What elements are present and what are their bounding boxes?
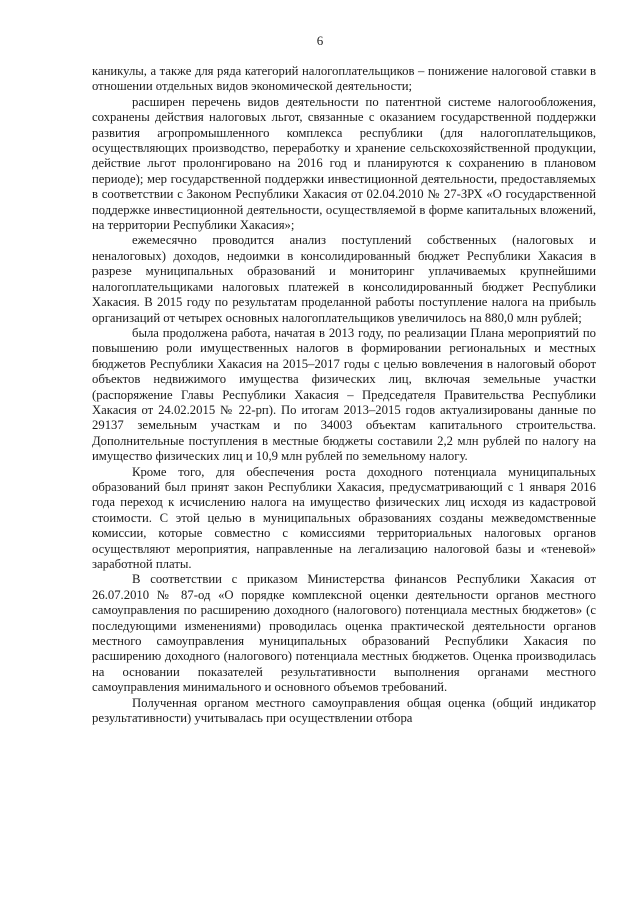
paragraph-patent-system: расширен перечень видов деятельности по патентной системе налогообложения, сохранены действия налоговых льгот, связанные с оказанием государственной поддержки развития агропромышленного комплекса республики (для налогоплательщиков, осуществляющих производство, переработку и хранение сельскохозяйственной продукции, действие льгот пролонгировано на 2016 год и планируются к сохранению в плановом периоде); мер государственной поддержки инвестиционной деятельности, предоставляемых в соответствии с Законом Республики Хакасия от 02.04.2010 № 27-ЗРХ «О государственной поддержке инвестиционной деятельности, осуществляемой в форме капитальных вложений, на территории Республики Хакасия»; (92, 94, 596, 233)
paragraph-cadastral-value: Кроме того, для обеспечения роста доходного потенциала муниципальных образований был принят закон Республики Хакасия, предусматривающий с 1 января 2016 года переход к исчислению налога на имущество физических лиц исходя из кадастровой стоимости. С этой целью в муниципальных образованиях созданы межведомственные комиссии, которые совместно с комиссиями территориальных налоговых органов осуществляют мероприятия, направленные на легализацию налоговой базы и «теневой» заработной платы. (92, 464, 596, 571)
paragraph-ministry-order: В соответствии с приказом Министерства финансов Республики Хакасия от 26.07.2010 № 87-од «О порядке комплексной оценки деятельности органов местного самоуправления по расширению доходного (налогового) потенциала местных бюджетов» (с последующими изменениями) проводилась оценка практической деятельности органов местного самоуправления муниципальных образований Республики Хакасия по расширению доходного (налогового) потенциала местных бюджетов. Оценка производилась на основании показателей результативности выполнения органами местного самоуправления минимального и основного объемов требований. (92, 572, 596, 695)
paragraph-revenue-analysis: ежемесячно проводится анализ поступлений собственных (налоговых и неналоговых) доходов, недоимки в консолидированный бюджет Республики Хакасия в разрезе муниципальных образований и мониторинг уплачиваемых крупнейшими налогоплательщиками налоговых платежей в консолидированный бюджет Республики Хакасия. В 2015 году по результатам проделанной работы поступление налога на прибыль организаций от четырех основных налогоплательщиков увеличилось на 880,0 млн рублей; (92, 233, 596, 325)
document-body (92, 64, 596, 726)
page-number: 6 (316, 33, 324, 48)
paragraph-continuation: каникулы, а также для ряда категорий налогоплательщиков – понижение налоговой ставки в отношении отдельных видов экономической деятельности; (92, 64, 596, 94)
paragraph-property-tax-plan: была продолжена работа, начатая в 2013 году, по реализации Плана мероприятий по повышению роли имущественных налогов в формировании региональных и местных бюджетов Республики Хакасия на 2015–2017 годы с целью вовлечения в налоговый оборот объектов недвижимого имущества физических лиц, включая земельные участки (распоряжение Главы Республики Хакасия – Председателя Правительства Республики Хакасия от 24.02.2015 № 22-рп). По итогам 2013–2015 годов актуализированы данные по 29137 земельным участкам и по 34003 объектам капитального строительства. Дополнительные поступления в местные бюджеты составили 2,2 млн рублей по налогу на имущество физических лиц и 10,9 млн рублей по земельному налогу. (92, 325, 596, 464)
paragraph-overall-assessment: Полученная органом местного самоуправления общая оценка (общий индикатор результативности) учитывалась при осуществлении отбора (92, 695, 596, 726)
